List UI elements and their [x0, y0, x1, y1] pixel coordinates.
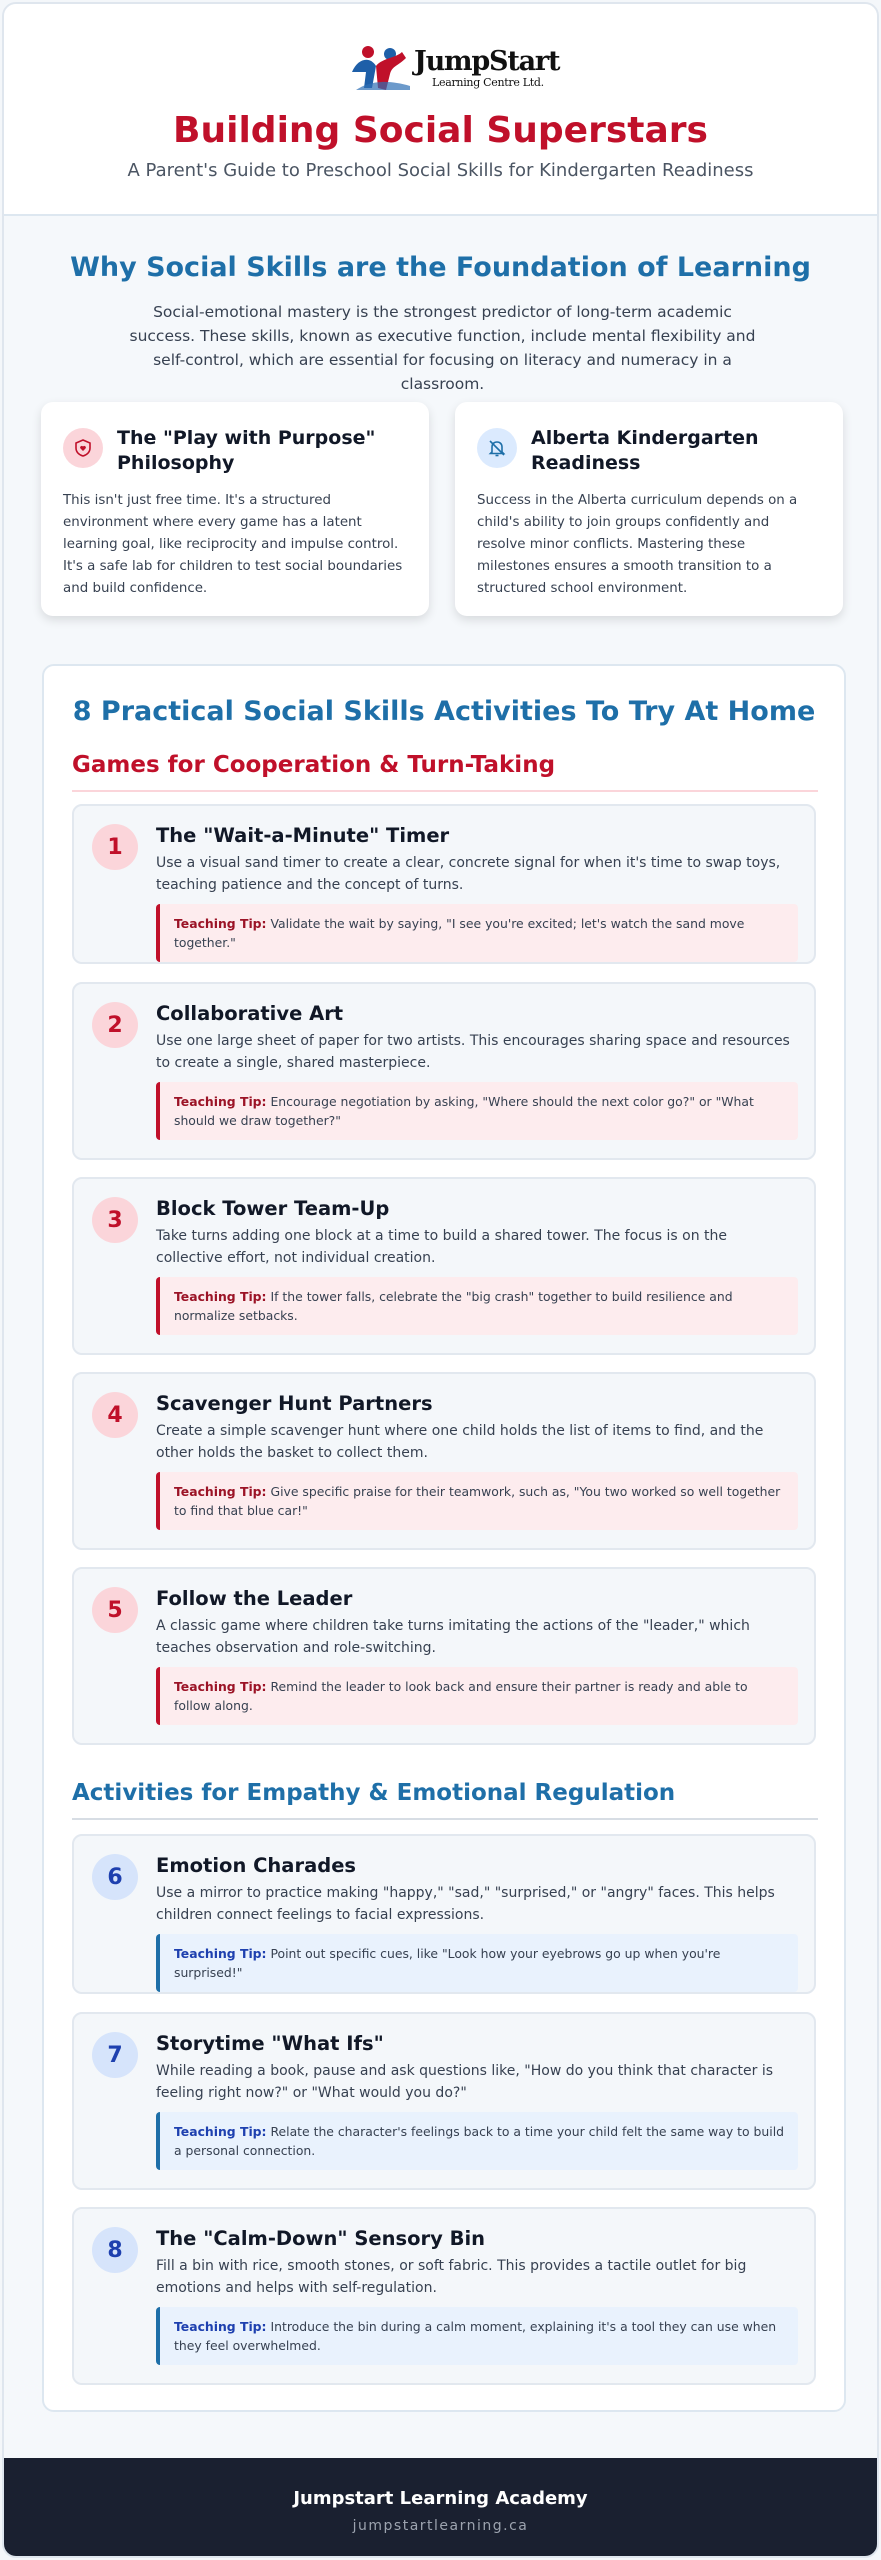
activity-title: The "Calm-Down" Sensory Bin: [156, 2227, 486, 2250]
activity-card-8: [72, 2207, 816, 2385]
teaching-tip: [156, 1667, 798, 1725]
info-card-title: The "Play with Purpose" Philosophy: [117, 427, 376, 474]
group-heading-empathy: Activities for Empathy & Emotional Regulation: [72, 1780, 818, 1820]
activity-description: Take turns adding one block at a time to build a shared tower. The focus is on the collective effort, not individual creation.: [156, 1228, 727, 1266]
info-card-text: This isn't just free time. It's a structured environment where every game has a latent learning goal, like reciprocity and impulse control. It's a safe lab for children to test social boundaries and build confidence.: [63, 493, 403, 596]
page-title: Building Social Superstars: [173, 110, 708, 151]
tip-label: Teaching Tip:: [174, 2124, 267, 2139]
activity-card-5: [72, 1567, 816, 1745]
tip-text: If the tower falls, celebrate the "big crash" together to build resilience and normalize setbacks.: [174, 1289, 733, 1323]
tip-text: Validate the wait by saying, "I see you're excited; let's watch the sand move together.": [174, 916, 745, 950]
tip-text: Give specific praise for their teamwork, such as, "You two worked so well together to find that blue car!": [174, 1484, 781, 1518]
teaching-tip: [156, 2112, 798, 2170]
teaching-tip: [156, 1082, 798, 1140]
tip-label: Teaching Tip:: [174, 1679, 267, 1694]
tip-text: Encourage negotiation by asking, "Where should the next color go?" or "What should we draw together?": [174, 1094, 754, 1128]
page-subtitle: A Parent's Guide to Preschool Social Skills for Kindergarten Readiness: [127, 160, 754, 181]
activity-number: 7: [92, 2032, 138, 2078]
shield-heart-icon: [63, 428, 103, 468]
info-card-title: Alberta Kindergarten Readiness: [531, 427, 759, 474]
activity-title: Follow the Leader: [156, 1587, 353, 1610]
teaching-tip: [156, 1277, 798, 1335]
brand-logo[interactable]: [350, 44, 560, 94]
tip-label: Teaching Tip:: [174, 1484, 267, 1499]
activity-card-4: [72, 1372, 816, 1550]
activity-description: A classic game where children take turns imitating the actions of the "leader," which teaches observation and role-switching.: [156, 1618, 750, 1656]
bell-off-icon: [477, 428, 517, 468]
activities-title: 8 Practical Social Skills Activities To Try At Home: [72, 696, 816, 727]
brand-name: JumpStart: [414, 46, 560, 77]
activity-description: Use one large sheet of paper for two artists. This encourages sharing space and resources to create a single, shared masterpiece.: [156, 1033, 790, 1071]
activity-description: Fill a bin with rice, smooth stones, or soft fabric. This provides a tactile outlet for big emotions and helps with self-regulation.: [156, 2258, 747, 2296]
footer: [4, 2458, 877, 2556]
group-heading-cooperation: Games for Cooperation & Turn-Taking: [72, 752, 818, 792]
activity-card-2: [72, 982, 816, 1160]
footer-website-link[interactable]: jumpstartlearning.ca: [352, 2518, 529, 2534]
activity-title: Collaborative Art: [156, 1002, 344, 1025]
activity-number: 1: [92, 824, 138, 870]
activity-title: Block Tower Team-Up: [156, 1197, 390, 1220]
info-card-play-with-purpose: [41, 402, 429, 616]
header: [4, 4, 877, 216]
activity-card-6: [72, 1834, 816, 1994]
info-card-text: Success in the Alberta curriculum depends on a child's ability to join groups confidently and resolve minor conflicts. Mastering these milestones ensures a smooth transition to a structured school environment.: [477, 493, 798, 596]
tip-label: Teaching Tip:: [174, 916, 267, 931]
activity-description: Use a visual sand timer to create a clear, concrete signal for when it's time to swap toys, teaching patience and the concept of turns.: [156, 855, 781, 893]
info-card-alberta-readiness: [455, 402, 843, 616]
tip-text: Point out specific cues, like "Look how your eyebrows go up when you're surprised!": [174, 1946, 721, 1980]
activity-card-7: [72, 2012, 816, 2190]
tip-label: Teaching Tip:: [174, 1946, 267, 1961]
brand-subtitle: Learning Centre Ltd.: [432, 76, 544, 89]
why-section-title: Why Social Skills are the Foundation of Learning: [70, 252, 811, 283]
activity-card-3: [72, 1177, 816, 1355]
teaching-tip: [156, 1934, 798, 1992]
activity-title: Storytime "What Ifs": [156, 2032, 384, 2055]
tip-text: Remind the leader to look back and ensure their partner is ready and able to follow along.: [174, 1679, 748, 1713]
activity-number: 4: [92, 1392, 138, 1438]
tip-text: Relate the character's feelings back to a time your child felt the same way to build a personal connection.: [174, 2124, 785, 2158]
tip-label: Teaching Tip:: [174, 1289, 267, 1304]
activity-description: Create a simple scavenger hunt where one child holds the list of items to find, and the other holds the basket to collect them.: [156, 1423, 764, 1461]
activity-title: Emotion Charades: [156, 1854, 357, 1877]
why-intro: Social-emotional mastery is the strongest predictor of long-term academic success. These skills, known as executive function, include mental flexibility and self-control, which are essential for focusing on literacy and numeracy in a classroom.: [129, 303, 756, 393]
footer-brand-name: Jumpstart Learning Academy: [293, 2488, 588, 2509]
activity-description: Use a mirror to practice making "happy," "sad," "surprised," or "angry" faces. This helps children connect feelings to facial expressions.: [156, 1885, 775, 1923]
activity-number: 5: [92, 1587, 138, 1633]
page: [2, 2, 879, 2558]
activity-title: The "Wait-a-Minute" Timer: [156, 824, 450, 847]
teaching-tip: [156, 904, 798, 962]
activity-number: 6: [92, 1854, 138, 1900]
tip-label: Teaching Tip:: [174, 2319, 267, 2334]
tip-text: Introduce the bin during a calm moment, explaining it's a tool they can use when they feel overwhelmed.: [174, 2319, 777, 2353]
tip-label: Teaching Tip:: [174, 1094, 267, 1109]
teaching-tip: [156, 1472, 798, 1530]
activity-number: 8: [92, 2227, 138, 2273]
activities-section: [42, 664, 846, 2412]
activity-card-1: [72, 804, 816, 964]
activity-title: Scavenger Hunt Partners: [156, 1392, 433, 1415]
activity-description: While reading a book, pause and ask questions like, "How do you think that character is feeling right now?" or "What would you do?": [156, 2063, 774, 2101]
jumping-kids-icon: [350, 44, 414, 94]
activity-number: 3: [92, 1197, 138, 1243]
activity-number: 2: [92, 1002, 138, 1048]
teaching-tip: [156, 2307, 798, 2365]
